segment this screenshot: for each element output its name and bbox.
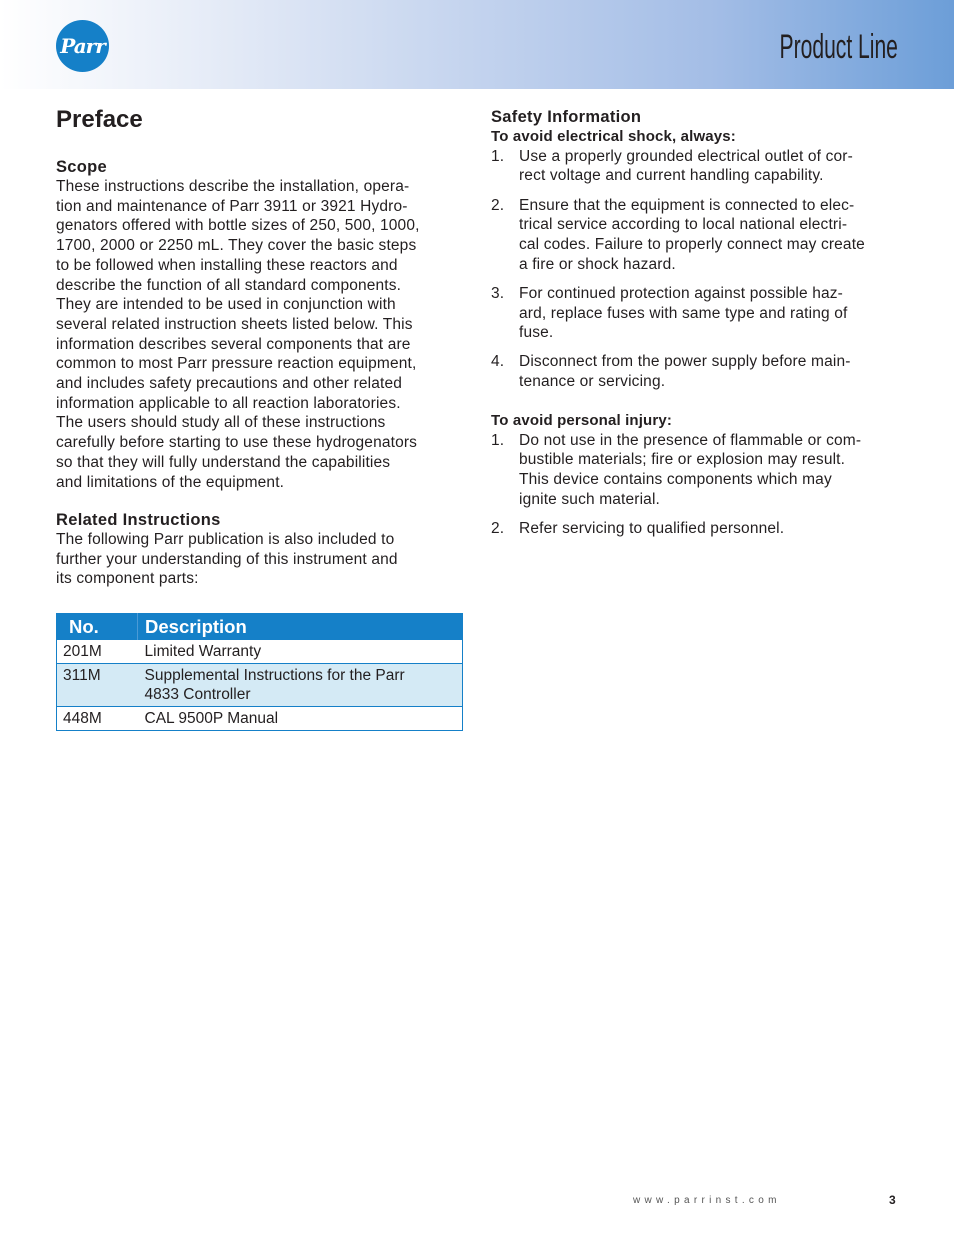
page-title: Preface: [56, 106, 143, 133]
scope-heading: Scope: [56, 158, 108, 176]
safety-section: [491, 108, 911, 401]
text-line: describe the function of all standard components.: [56, 276, 402, 294]
electrical-list: [491, 147, 911, 392]
item-number: 4.: [491, 353, 505, 371]
cell-no: 201M: [57, 640, 138, 664]
description-line: Limited Warranty: [144, 643, 262, 660]
item-number: 1.: [491, 431, 505, 449]
text-line: They are intended to be used in conjunction with: [56, 296, 396, 314]
footer-url: www.parrinst.com: [633, 1195, 781, 1206]
column-header-description: Description: [138, 614, 463, 640]
text-line: several related instruction sheets listed below. This: [56, 315, 413, 333]
item-text: [519, 284, 847, 343]
related-section: [56, 511, 398, 589]
text-line: ard, replace fuses with same type and rating of: [519, 304, 848, 322]
item-text: [519, 147, 853, 186]
injury-list: [491, 431, 911, 539]
item-text: [519, 519, 784, 539]
text-line: 1700, 2000 or 2250 mL. They cover the basic steps: [56, 237, 417, 255]
text-line: genators offered with bottle sizes of 250, 500, 1000,: [56, 217, 420, 235]
text-line: rect voltage and current handling capability.: [519, 167, 824, 185]
text-line: so that they will fully understand the capabilities: [56, 453, 391, 471]
text-line: information describes several components that are: [56, 335, 411, 353]
text-line: The following Parr publication is also included to: [56, 531, 395, 548]
text-line: The users should study all of these instructions: [56, 414, 386, 432]
table-row: [57, 640, 463, 664]
text-line: fuse.: [519, 324, 554, 342]
text-line: to be followed when installing these reactors and: [56, 256, 398, 274]
text-line: common to most Parr pressure reaction equipment,: [56, 355, 417, 373]
item-text: [519, 431, 861, 510]
table-row: [57, 664, 463, 707]
text-line: and includes safety precautions and other related: [56, 375, 402, 393]
injury-subheading: To avoid personal injury:: [491, 412, 672, 429]
item-number: 2.: [491, 196, 505, 214]
text-line: cal codes. Failure to properly connect may create: [519, 236, 865, 253]
header-banner: [0, 0, 954, 89]
text-line: For continued protection against possible haz-: [519, 284, 843, 302]
table-row: [57, 707, 463, 731]
text-line: carefully before starting to use these hydrogenators: [56, 434, 418, 452]
item-text: [519, 352, 851, 391]
text-line: tenance or servicing.: [519, 373, 666, 391]
item-number: 2.: [491, 520, 505, 537]
related-text: [56, 530, 398, 589]
text-line: bustible materials; fire or explosion may result.: [519, 451, 846, 469]
list-item: [491, 196, 911, 275]
scope-section: [56, 158, 420, 492]
cell-description: [138, 640, 463, 664]
text-line: information applicable to all reaction laboratories.: [56, 394, 401, 412]
text-line: further your understanding of this instrument and: [56, 550, 398, 568]
text-line: and limitations of the equipment.: [56, 473, 285, 491]
cell-description: [138, 664, 463, 707]
text-line: tion and maintenance of Parr 3911 or 3921 Hydro-: [56, 197, 408, 215]
safety-heading: Safety Information: [491, 108, 642, 126]
scope-text: [56, 177, 420, 492]
cell-no: 311M: [57, 664, 138, 707]
page-number: 3: [889, 1193, 896, 1207]
text-line: Ensure that the equipment is connected to elec-: [519, 196, 855, 214]
list-item: [491, 284, 911, 343]
text-line: ignite such material.: [519, 490, 660, 508]
item-number: 1.: [491, 147, 505, 165]
cell-no: 448M: [57, 707, 138, 731]
item-text: [519, 196, 865, 275]
text-line: Disconnect from the power supply before main-: [519, 353, 851, 371]
injury-section: [491, 411, 911, 548]
text-line: Use a properly grounded electrical outlet of cor-: [519, 147, 853, 165]
related-instructions-table: [56, 613, 463, 731]
header-title: Product Line: [779, 28, 898, 66]
list-item: [491, 431, 911, 510]
text-line: These instructions describe the installation, opera-: [56, 178, 410, 195]
list-item: [491, 519, 911, 539]
text-line: trical service according to local national electri-: [519, 216, 848, 234]
text-line: its component parts:: [56, 570, 199, 588]
cell-description: [138, 707, 463, 731]
description-line: 4833 Controller: [144, 686, 251, 703]
description-line: CAL 9500P Manual: [144, 710, 279, 727]
text-line: a fire or shock hazard.: [519, 255, 676, 273]
electrical-subheading: To avoid electrical shock, always:: [491, 128, 736, 145]
item-number: 3.: [491, 284, 505, 302]
column-header-no: No.: [57, 614, 138, 640]
related-heading: Related Instructions: [56, 511, 221, 529]
parr-logo: Parr: [56, 20, 109, 72]
list-item: [491, 352, 911, 391]
text-line: Refer servicing to qualified personnel.: [519, 520, 785, 537]
description-line: Supplemental Instructions for the Parr: [144, 667, 405, 684]
text-line: This device contains components which may: [519, 471, 832, 489]
text-line: Do not use in the presence of flammable or com-: [519, 431, 862, 449]
list-item: [491, 147, 911, 186]
